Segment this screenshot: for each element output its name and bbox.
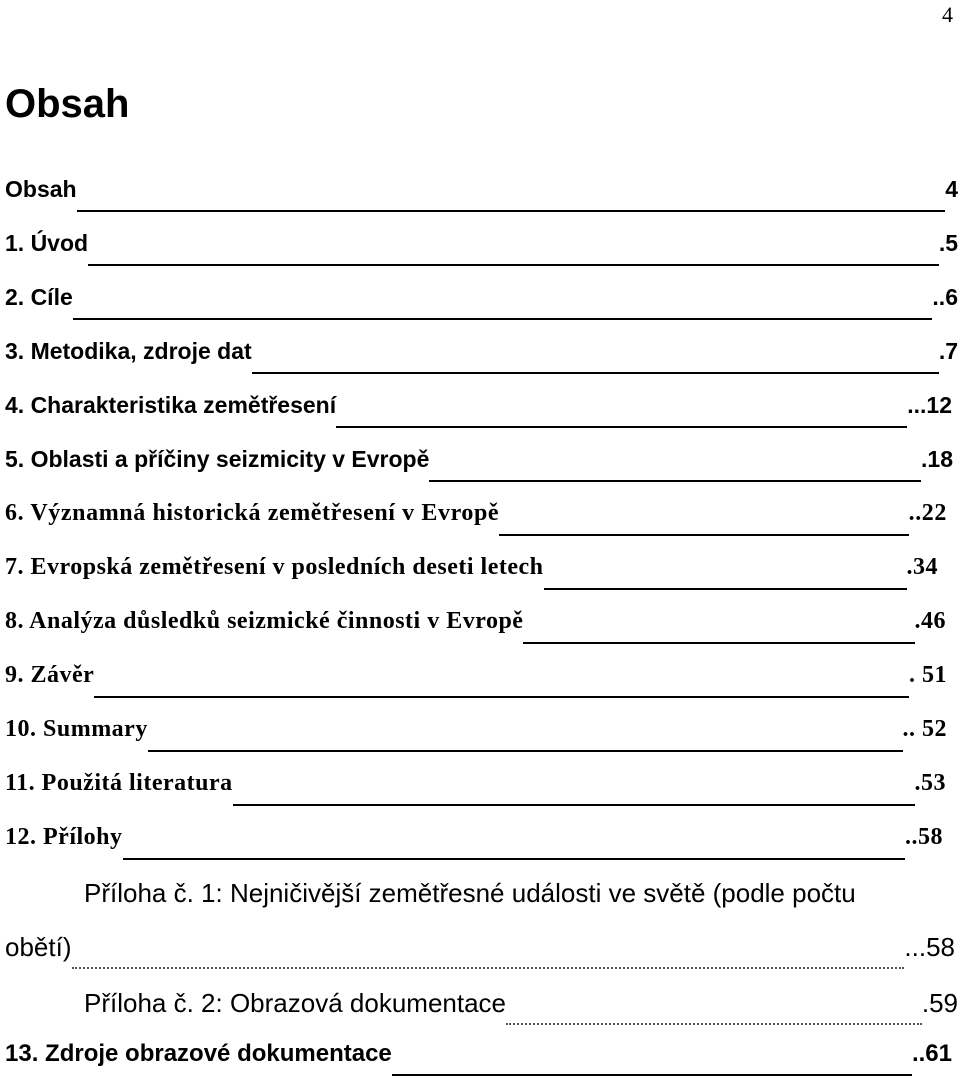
toc-entry-label: Příloha č. 2: Obrazová dokumentace <box>84 988 507 1018</box>
toc-leader <box>506 1023 922 1025</box>
toc-entry-label: 1. Úvod <box>5 230 89 256</box>
toc-leader <box>72 967 905 969</box>
toc-entry-page: .7 <box>938 338 958 364</box>
toc-entry-label: 2. Cíle <box>5 284 73 310</box>
toc-entry-priloha-2[interactable] <box>84 988 958 1040</box>
toc-entry-label: Obsah <box>5 176 77 202</box>
toc-entry-page: ..61 <box>911 1040 952 1067</box>
page-title: Obsah <box>5 82 130 126</box>
toc-entry-page: ...12 <box>907 392 952 418</box>
toc-entry-priloha-1-line-2[interactable] <box>5 932 955 984</box>
toc-entry-uvod[interactable] <box>5 230 958 282</box>
toc-leader <box>148 750 903 752</box>
toc-entry-label: 10. Summary <box>5 716 148 742</box>
toc-entry-charakteristika[interactable] <box>5 392 952 444</box>
toc-entry-page: .59 <box>921 988 958 1018</box>
page-number: 4 <box>942 2 953 27</box>
toc-entry-label: 11. Použitá literatura <box>5 770 233 796</box>
toc-entry-evropska[interactable] <box>5 554 938 606</box>
toc-entry-page: .53 <box>914 770 946 796</box>
toc-leader <box>77 210 946 212</box>
toc-leader <box>73 318 933 320</box>
toc-entry-obsah[interactable] <box>5 176 958 228</box>
toc-leader <box>94 696 909 698</box>
toc-entry-cile[interactable] <box>5 284 958 336</box>
toc-leader <box>392 1074 912 1076</box>
toc-leader <box>88 264 939 266</box>
toc-entry-zdroje-obrazove[interactable] <box>5 1040 952 1092</box>
toc-leader <box>336 426 907 428</box>
toc-leader <box>544 588 907 590</box>
toc-entry-page: ..58 <box>905 824 943 850</box>
toc-leader <box>429 480 921 482</box>
toc-entry-historicka[interactable] <box>5 500 947 552</box>
toc-entry-label: 5. Oblasti a příčiny seizmicity v Evropě <box>5 446 430 472</box>
toc-entry-summary[interactable] <box>5 716 947 768</box>
toc-entry-label: 8. Analýza důsledků seizmické činnosti v Evropě <box>5 608 524 634</box>
toc-entry-label: 7. Evropská zemětřesení v posledních deseti letech <box>5 554 544 580</box>
toc-leader <box>499 534 908 536</box>
toc-entry-metodika[interactable] <box>5 338 958 390</box>
toc-entry-zaver[interactable] <box>5 662 947 714</box>
toc-entry-label: 6. Významná historická zemětřesení v Evropě <box>5 500 500 526</box>
toc-entry-label: obětí) <box>5 932 72 962</box>
toc-entry-label: 9. Závěr <box>5 662 95 688</box>
toc-entry-page: .5 <box>938 230 958 256</box>
toc-entry-page: .18 <box>921 446 953 472</box>
toc-leader <box>123 858 906 860</box>
toc-entry-page: ..6 <box>932 284 958 310</box>
toc-entry-analyza[interactable] <box>5 608 946 660</box>
toc-leader <box>523 642 914 644</box>
toc-entry-prilohy[interactable] <box>5 824 943 876</box>
toc-entry-page: 4 <box>945 176 958 202</box>
toc-entry-label: 12. Přílohy <box>5 824 123 850</box>
toc-entry-label: 13. Zdroje obrazové dokumentace <box>5 1040 392 1067</box>
toc-leader <box>233 804 915 806</box>
toc-entry-priloha-1-line-1[interactable] <box>84 878 954 930</box>
toc-entry-page: .34 <box>906 554 938 580</box>
toc-entry-page: ...58 <box>904 932 955 962</box>
toc-entry-page: . 51 <box>909 662 947 688</box>
toc-entry-label: Příloha č. 1: Nejničivější zemětřesné události ve světě (podle počtu <box>84 878 856 908</box>
toc-leader <box>252 372 939 374</box>
toc-entry-page: .46 <box>914 608 946 634</box>
toc-entry-label: 4. Charakteristika zemětřesení <box>5 392 337 418</box>
toc-entry-page: .. 52 <box>902 716 947 742</box>
toc-entry-literatura[interactable] <box>5 770 946 822</box>
toc-entry-oblasti[interactable] <box>5 446 953 498</box>
toc-entry-label: 3. Metodika, zdroje dat <box>5 338 252 364</box>
toc-entry-page: ..22 <box>908 500 947 526</box>
